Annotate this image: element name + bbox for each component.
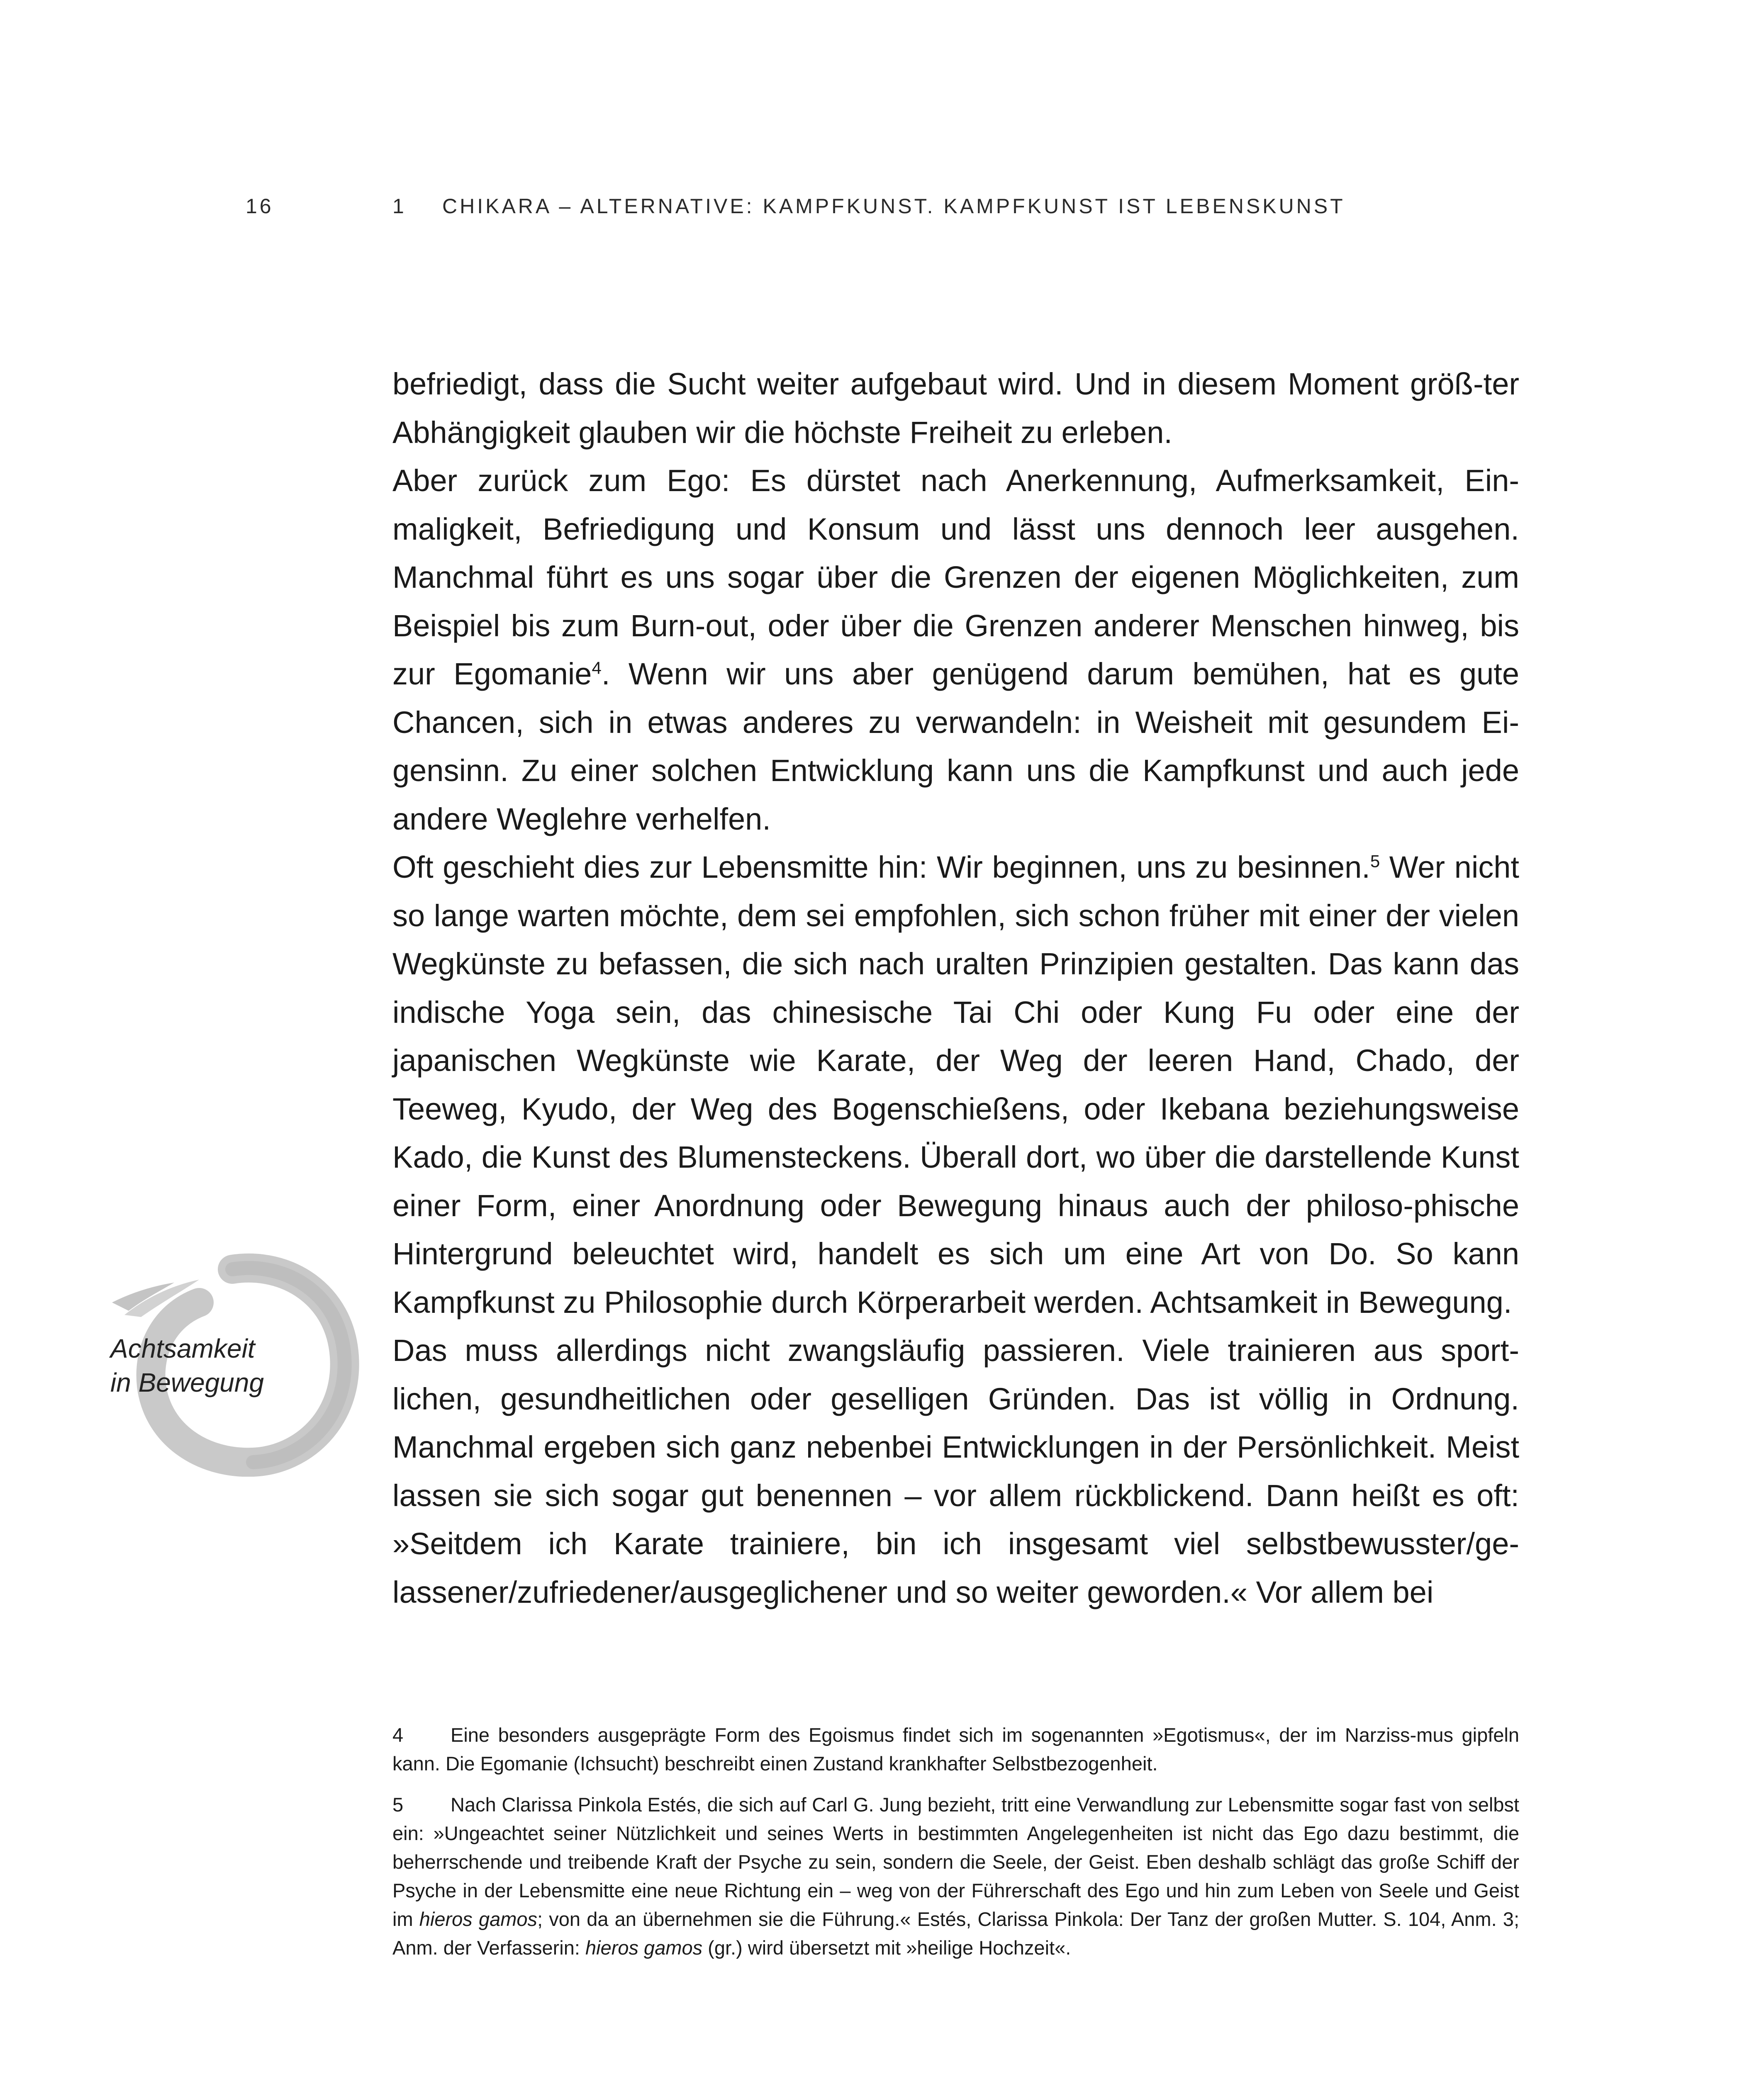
footnote-number: 5: [392, 1794, 404, 1816]
footnote-text: Eine besonders ausgeprägte Form des Egoismus findet sich im sogenannten »Egotismus«, der im Narziss-mus gipfeln kann. Die Egomanie (Ichsucht) beschreibt einen Zustand krankhafter Selbstbezogenheit.: [392, 1724, 1519, 1775]
paragraph-2-text-a: Aber zurück zum Ego: Es dürstet nach Anerkennung, Aufmerksamkeit, Ein-maligkeit, Befriedigung und Konsum und lässt uns dennoch leer ausgehen. Manchmal führt es uns sogar über die Grenzen der eigenen Möglichkeiten, zum Beispiel bis zum Burn-out, oder über die Grenzen anderer Menschen hinweg, bis zur Egomanie: [392, 463, 1519, 691]
footnote-number: 4: [392, 1724, 404, 1746]
footnote-ref-4[interactable]: 4: [592, 658, 602, 678]
footnote-text-b: ; von da an übernehmen sie die Führung.« Estés, Clarissa Pinkola: Der Tanz der großen Mutter. S. 104, Anm. 3; Anm. der Verfasserin:: [392, 1908, 1519, 1959]
footnote-4: [392, 1721, 1519, 1778]
page-number: 16: [246, 195, 274, 218]
footnotes: [392, 1721, 1519, 1974]
chapter-title: CHIKARA – ALTERNATIVE: KAMPFKUNST. KAMPFKUNST IST LEBENSKUNST: [442, 195, 1345, 218]
paragraph-3-text-a: Oft geschieht dies zur Lebensmitte hin: Wir beginnen, uns zu besinnen.: [392, 850, 1370, 884]
margin-note: [95, 1244, 386, 1477]
footnote-text-c: (gr.) wird übersetzt mit »heilige Hochzeit«.: [702, 1937, 1071, 1959]
chapter-number: 1: [392, 195, 407, 218]
footnote-italic-term: hieros gamos: [585, 1937, 703, 1959]
footnote-5: [392, 1790, 1519, 1962]
margin-label-line-2: in Bewegung: [110, 1368, 264, 1397]
paragraph-2: [392, 457, 1519, 843]
margin-label-line-1: Achtsamkeit: [110, 1334, 255, 1363]
footnote-ref-5[interactable]: 5: [1370, 851, 1380, 871]
main-body-text: [392, 360, 1519, 1616]
margin-label: [110, 1332, 264, 1400]
paragraph-1: befriedigt, dass die Sucht weiter aufgebaut wird. Und in diesem Moment größ-ter Abhängigkeit glauben wir die höchste Freiheit zu erleben.: [392, 367, 1519, 450]
footnote-text-a: Nach Clarissa Pinkola Estés, die sich auf Carl G. Jung bezieht, tritt eine Verwandlung zur Lebensmitte sogar fast von selbst ein: »Ungeachtet seiner Nützlichkeit und seines Werts in bestimmten Angelegenheiten ist nicht das Ego dazu bestimmt, die beherrschende und treibende Kraft der Psyche zu sein, sondern die Seele, der Geist. Eben deshalb schlägt das große Schiff der Psyche in der Lebensmitte eine neue Richtung ein – weg von der Führerschaft des Ego und hin zum Leben von Seele und Geist im: [392, 1794, 1519, 1930]
paragraph-3-text-b: Wer nicht so lange warten möchte, dem sei empfohlen, sich schon früher mit einer der vielen Wegkünste zu befassen, die sich nach uralten Prinzipien gestalten. Das kann das indische Yoga sein, das chinesische Tai Chi oder Kung Fu oder eine der japanischen Wegkünste wie Karate, der Weg der leeren Hand, Chado, der Teeweg, Kyudo, der Weg des Bogenschießens, oder Ikebana beziehungsweise Kado, die Kunst des Blumensteckens. Überall dort, wo über die darstellende Kunst einer Form, einer Anordnung oder Bewegung hinaus auch der philoso-phische Hintergrund beleuchtet wird, handelt es sich um eine Art von Do. So kann Kampfkunst zu Philosophie durch Körperarbeit werden. Achtsamkeit in Bewegung.: [392, 850, 1519, 1319]
paragraph-2-text-b: . Wenn wir uns aber genügend darum bemühen, hat es gute Chancen, sich in etwas anderes zu verwandeln: in Weisheit mit gesundem Ei-gensinn. Zu einer solchen Entwicklung kann uns die Kampfkunst und auch jede andere Weglehre verhelfen.: [392, 657, 1519, 836]
paragraph-4: Das muss allerdings nicht zwangsläufig passieren. Viele trainieren aus sport-lichen, gesundheitlichen oder geselligen Gründen. Das ist völlig in Ordnung. Manchmal ergeben sich ganz nebenbei Entwicklungen in der Persönlichkeit. Meist lassen sie sich sogar gut benennen – vor allem rückblickend. Dann heißt es oft: »Seitdem ich Karate trainiere, bin ich insgesamt viel selbstbewusster/ge-lassener/zufriedener/ausgeglichener und so weiter geworden.« Vor allem bei: [392, 1333, 1519, 1609]
paragraph-3: [392, 843, 1519, 1327]
footnote-italic-term: hieros gamos: [419, 1908, 538, 1930]
running-head: [0, 194, 1764, 223]
